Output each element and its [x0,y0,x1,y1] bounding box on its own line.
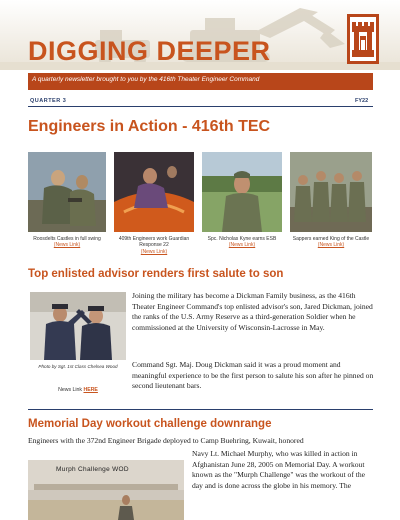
photo-guardian-response [114,152,194,232]
photo-caption-4: Sappers earned King of the Castle (News Link) [292,236,370,249]
story1-paragraph-2: Command Sgt. Maj. Doug Dickman said it was a proud moment and meaningful experience to be the first person to salute his son after he pinned on second lieutenant bars. [132,360,374,391]
tagline: A quarterly newsletter brought to you by the 416th Theater Engineer Command [32,76,260,83]
story1-headline: Top enlisted advisor renders first salute to son [28,268,284,280]
photo-sappers [290,152,372,232]
photo-news-link-4[interactable]: (News Link) [317,242,345,249]
story1-news-line [30,387,126,393]
photo-caption-2: 409th Engineers work Guardian Response 22 (News Link) [118,236,190,255]
story2-photo-overlay-text: Murph Challenge WOD [56,466,129,473]
story1-news-label: News Link [58,387,83,393]
photo-news-link-1[interactable]: (News Link) [53,242,81,249]
story1-news-link[interactable]: HERE [83,387,98,393]
photo-castles [28,152,106,232]
photo-esb-soldier [202,152,282,232]
story2-body: Navy Lt. Michael Murphy, who was killed in action in Afghanistan June 28, 2005 on Memorial Day. A workout known as the "Murph Challenge" was the workout of the day and is done across the globe in his memory. The [192,449,366,490]
story2-lead: Engineers with the 372nd Engineer Brigade deployed to Camp Buehring, Kuwait, honored [28,436,304,445]
photo-caption-3: Spc. Nicholas Kyne earns ESB (News Link) [207,236,277,249]
story1-photo-credit: Photo by Sgt. 1st Class Chelsea Wood [38,364,118,369]
story2-headline: Memorial Day workout challenge downrange [28,418,272,430]
newsletter-title: DIGGING DEEPER [28,36,271,66]
story1-photo-salute [30,292,126,360]
story1-paragraph-1: Joining the military has become a Dickman Family business, as the 416th Theater Engineer Command's top enlisted advisor's son, Jared Dickman, joined the ranks of the U.S. Army Reserve as a third-generation Soldier when he commissioned at the University of Wisconsin-Lacrosse in May. [132,291,373,332]
section-title: Engineers in Action - 416th TEC [28,118,271,135]
quarter-label: QUARTER 3 [30,98,67,104]
photo-news-link-3[interactable]: (News Link) [228,242,256,249]
story-divider [28,409,373,410]
photo-caption-1: Roosdelts Castles in full swing (News Link) [33,236,101,249]
fiscal-year-label: FY22 [355,98,369,104]
engineer-castle-logo-icon [347,14,379,64]
header-divider [28,106,373,107]
photo-news-link-2[interactable]: (News Link) [140,248,168,255]
